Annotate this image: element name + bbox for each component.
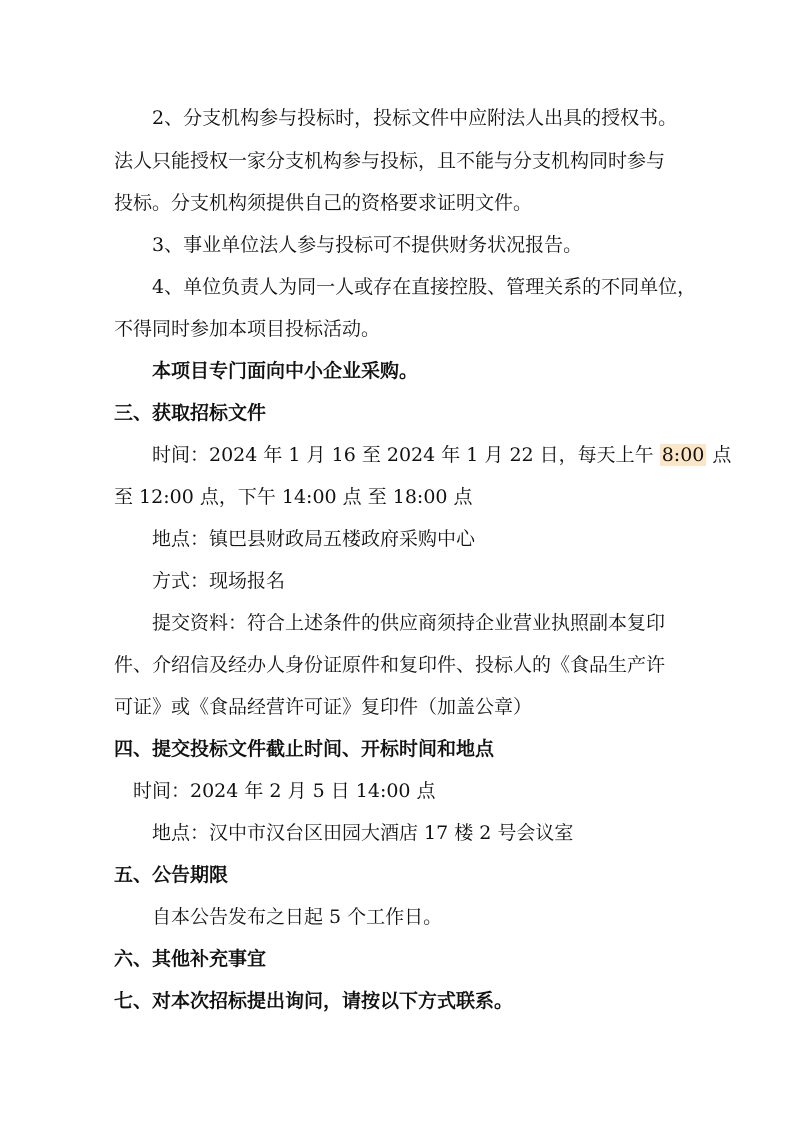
- paragraph-4-line-1: 4、单位负责人为同一人或存在直接控股、管理关系的不同单位，: [152, 276, 697, 298]
- paragraph-2-line-2: 法人只能授权一家分支机构参与投标，且不能与分支机构同时参与: [114, 150, 666, 172]
- section-heading-6: 六、其他补充事宜: [114, 948, 267, 970]
- paragraph-2-line-1: 2、分支机构参与投标时，投标文件中应附法人出具的授权书。: [152, 107, 678, 129]
- section-heading-4: 四、提交投标文件截止时间、开标时间和地点: [114, 738, 495, 760]
- time-suffix: 点: [706, 444, 732, 466]
- paragraph-3: 3、事业单位法人参与投标可不提供财务状况报告。: [152, 234, 583, 256]
- materials-line-2: 件、介绍信及经办人身份证原件和复印件、投标人的《食品生产许: [114, 654, 666, 676]
- place-line: 地点：镇巴县财政局五楼政府采购中心: [152, 528, 476, 550]
- deadline-place-line: 地点：汉中市汉台区田园大酒店 17 楼 2 号会议室: [152, 822, 574, 844]
- paragraph-2-line-3: 投标。分支机构须提供自己的资格要求证明文件。: [114, 192, 533, 214]
- time-highlight: 8:00: [661, 444, 705, 466]
- materials-line-3: 可证》或《食品经营许可证》复印件（加盖公章）: [114, 696, 533, 718]
- section-heading-3: 三、获取招标文件: [114, 402, 267, 424]
- materials-line-1: 提交资料：符合上述条件的供应商须持企业营业执照副本复印: [152, 612, 666, 634]
- section-heading-7: 七、对本次招标提出询问，请按以下方式联系。: [114, 990, 514, 1012]
- time-prefix: 时间：2024 年 1 月 16 至 2024 年 1 月 22 日，每天上午: [152, 444, 660, 466]
- time-line-2: 至 12:00 点，下午 14:00 点 至 18:00 点: [114, 486, 473, 508]
- paragraph-4-line-2: 不得同时参加本项目投标活动。: [114, 318, 381, 340]
- method-line: 方式：现场报名: [152, 570, 286, 592]
- period-line: 自本公告发布之日起 5 个工作日。: [152, 906, 443, 928]
- special-notice: 本项目专门面向中小企业采购。: [152, 360, 419, 382]
- time-line-1: [0, 442, 793, 468]
- section-heading-5: 五、公告期限: [114, 864, 229, 886]
- deadline-time-line: 时间：2024 年 2 月 5 日 14:00 点: [133, 780, 436, 802]
